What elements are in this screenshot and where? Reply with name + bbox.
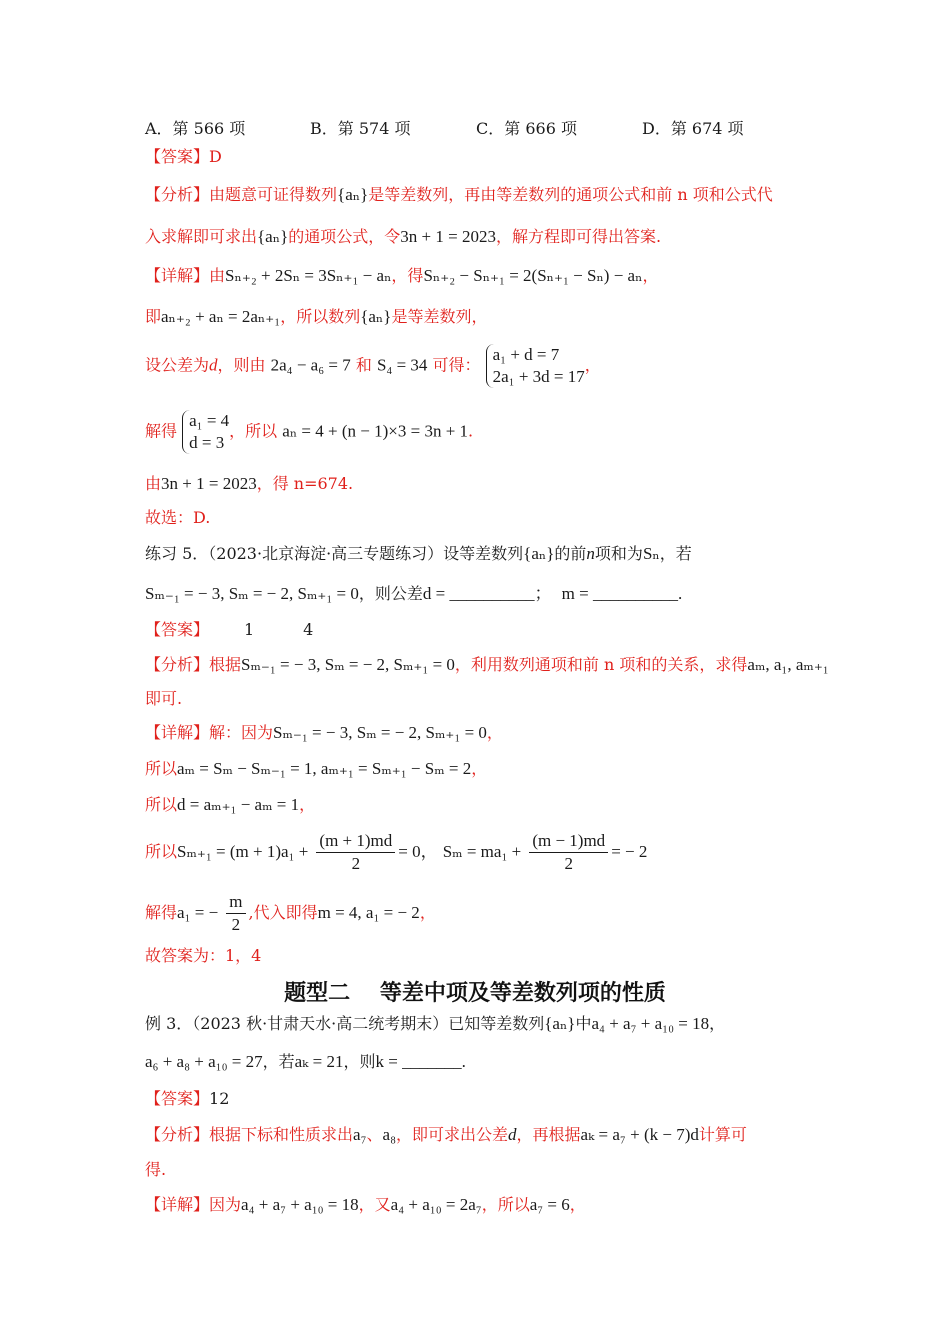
ex5-analysis-line-1 — [145, 655, 829, 675]
analysis-tag: 【分析】 — [145, 1125, 210, 1144]
analysis-text: ，解方程即可得出答案. — [495, 227, 662, 246]
equation: = 0， — [398, 842, 438, 861]
equation: Sₘ₋₁ = − 3, Sₘ = − 2, Sₘ₊₁ = 0 — [145, 584, 359, 603]
answer-tag: 【答案】 — [145, 620, 210, 639]
detail-text: 解得 — [145, 421, 178, 441]
q4-analysis-line-2 — [145, 227, 661, 247]
detail-text: 因为 — [209, 1195, 242, 1214]
blank-d: d = __________； — [422, 584, 552, 603]
question-text: 练习 5．（2023·北京海淀·高三专题练习）设等差数列 — [145, 544, 524, 563]
detail-text: ，所以 — [229, 421, 278, 441]
equation: 3n + 1 = 2023 — [161, 474, 257, 493]
detail-text: ， — [584, 355, 601, 375]
analysis-tag: 【分析】 — [145, 655, 210, 674]
question-text: 中 — [575, 1014, 592, 1033]
detail-text: 即 — [145, 307, 162, 326]
q4-answer — [145, 147, 222, 167]
variable-d: d — [209, 355, 218, 375]
question-text: 例 3．（2023 秋·甘肃天水·高二统考期末）已知等差数列 — [145, 1014, 545, 1033]
detail-text: ,代入即得 — [248, 903, 318, 922]
detail-text: 可得： — [432, 355, 481, 375]
equation: Sₘ = ma₁ + — [442, 842, 522, 861]
detail-text: 和 — [355, 355, 372, 375]
q4-detail-line-1 — [145, 266, 658, 286]
detail-text: ， — [569, 1195, 586, 1214]
ex3-detail-line-1 — [145, 1195, 586, 1215]
detail-tag: 【详解】 — [145, 266, 210, 285]
analysis-text: ，即可求出公差 — [396, 1125, 509, 1144]
detail-text: ， — [299, 795, 316, 814]
answer-value: 1 — [244, 620, 255, 639]
ex5-conclusion — [145, 946, 261, 966]
equation: Sₘ₋₁ = − 3, Sₘ = − 2, Sₘ₊₁ = 0 — [273, 723, 487, 742]
equation: aₖ = a₇ + (k − 7)d — [580, 1125, 699, 1144]
equation: a₁ = − — [177, 903, 219, 922]
detail-text: 所以 — [145, 795, 178, 814]
detail-tag: 【详解】 — [145, 723, 210, 742]
equation: Sₙ₊₂ − Sₙ₊₁ = 2(Sₙ₊₁ − Sₙ) − aₙ — [423, 266, 643, 285]
analysis-tag: 【分析】 — [145, 185, 210, 204]
detail-text: 所以 — [145, 759, 178, 778]
sequence-symbol: {aₙ} — [360, 307, 392, 326]
detail-text: 解得 — [145, 903, 178, 922]
q4-detail-line-5 — [145, 474, 353, 494]
fraction-denominator: 2 — [564, 854, 573, 873]
option-b: B．第 574 项 — [310, 119, 411, 138]
analysis-text: 得. — [145, 1160, 167, 1179]
equation: a₄ + a₁₀ = 2a₇ — [390, 1195, 482, 1214]
conclusion-text: 故选：D. — [145, 508, 211, 527]
conclusion-text: 故答案为：1，4 — [145, 946, 262, 965]
option-a: A．第 566 项 — [145, 119, 246, 138]
variable-d: d — [508, 1125, 517, 1144]
detail-text: ，得 n=674. — [256, 474, 354, 493]
ex3-analysis-line-2 — [145, 1160, 166, 1180]
detail-text: ，得 — [391, 266, 424, 285]
equation: Sₙ — [642, 544, 660, 563]
system-row: d = 3 — [189, 433, 225, 452]
equation: 3n + 1 = 2023 — [400, 227, 496, 246]
equation: a₆ + a₈ + a₁₀ = 27 — [145, 1052, 263, 1071]
analysis-text: 根据下标和性质求出 — [209, 1125, 354, 1144]
variable-n: n — [586, 544, 595, 563]
analysis-text: 即可. — [145, 689, 183, 708]
fraction — [226, 891, 245, 936]
fraction-numerator: m — [226, 891, 245, 914]
detail-tag: 【详解】 — [145, 1195, 210, 1214]
blank-m: m = __________. — [561, 584, 683, 603]
fraction-numerator: (m + 1)md — [316, 830, 395, 853]
equation: aₘ = Sₘ − Sₘ₋₁ = 1, aₘ₊₁ = Sₘ₊₁ − Sₘ = 2 — [177, 759, 472, 778]
question-text: 的前 — [554, 544, 587, 563]
analysis-text: ，利用数列通项和前 n 项和的关系，求得 — [454, 655, 748, 674]
fraction — [529, 830, 608, 875]
analysis-text: 计算可 — [698, 1125, 747, 1144]
equation: m = 4, a₁ = − 2 — [317, 903, 420, 922]
fraction-denominator: 2 — [231, 915, 241, 934]
analysis-text: 是等差数列，再由等差数列的通项公式和前 n 项和公式代 — [368, 185, 773, 204]
detail-text: 所以 — [145, 842, 178, 861]
equation: Sₘ₋₁ = − 3, Sₘ = − 2, Sₘ₊₁ = 0 — [241, 655, 455, 674]
detail-text: . — [468, 421, 474, 441]
analysis-text: 根据 — [209, 655, 242, 674]
equation: a₇ = 6 — [529, 1195, 570, 1214]
detail-text: 由 — [145, 474, 162, 493]
equation: d = aₘ₊₁ − aₘ = 1 — [177, 795, 300, 814]
detail-text: 设公差为 — [145, 355, 210, 375]
option-d: D．第 674 项 — [642, 119, 744, 138]
question-text: ，若 — [262, 1052, 295, 1071]
ex3-title — [145, 1014, 725, 1034]
equation-system — [182, 410, 229, 454]
equation: 2a₄ − a₆ = 7 — [270, 355, 351, 375]
answer-value: 4 — [303, 620, 314, 639]
equation: aₙ = 4 + (n − 1)×3 = 3n + 1 — [282, 421, 469, 441]
ex3-answer — [145, 1089, 229, 1109]
option-c: C．第 666 项 — [476, 119, 577, 138]
question-text: ，则 — [343, 1052, 376, 1071]
detail-text: ，则由 — [217, 355, 266, 375]
answer-tag: 【答案】 — [145, 147, 210, 166]
answer-tag: 【答案】 — [145, 1089, 210, 1108]
section-heading: 题型二 等差中项及等差数列项的性质 — [284, 981, 666, 1006]
equation: a₄ + a₇ + a₁₀ = 18 — [241, 1195, 359, 1214]
ex5-detail-line-4 — [145, 830, 647, 875]
detail-text: 解：因为 — [209, 723, 274, 742]
analysis-text: 的通项公式，令 — [288, 227, 401, 246]
ex5-analysis-line-2 — [145, 689, 182, 709]
answer-value: D — [209, 147, 222, 166]
ex3-line-2 — [145, 1052, 466, 1072]
system-row: 2a₁ + 3d = 17 — [492, 367, 585, 386]
ex3-analysis-line-1 — [145, 1125, 747, 1145]
detail-text: ， — [419, 903, 436, 922]
ex5-condition — [145, 584, 682, 604]
ex5-title — [145, 544, 692, 564]
answer-value: 12 — [209, 1089, 230, 1108]
equation: a₈ — [382, 1125, 397, 1144]
equation-system — [486, 344, 585, 388]
blank-k: k = _______. — [375, 1052, 466, 1071]
sequence-symbol: {aₙ} — [544, 1014, 576, 1033]
analysis-text: 由题意可证得数列 — [209, 185, 338, 204]
sequence-symbol: {aₙ} — [523, 544, 555, 563]
sequence-symbol: {aₙ} — [257, 227, 289, 246]
q4-detail-line-2 — [145, 307, 487, 327]
detail-text: ， — [471, 759, 488, 778]
equation: Sₘ₊₁ = (m + 1)a₁ + — [177, 842, 309, 861]
question-text: ，则公差 — [358, 584, 423, 603]
system-row: a₁ = 4 — [189, 411, 230, 430]
q4-conclusion — [145, 508, 210, 528]
ex5-detail-line-5 — [145, 891, 436, 936]
equation: a₄ + a₇ + a₁₀ = 18 — [591, 1014, 710, 1033]
equation: Sₙ₊₂ + 2Sₙ = 3Sₙ₊₁ − aₙ — [225, 266, 392, 285]
analysis-text: 入求解即可求出 — [145, 227, 258, 246]
ex5-detail-line-2 — [145, 759, 487, 779]
detail-text: ，又 — [358, 1195, 391, 1214]
question-text: ，若 — [659, 544, 692, 563]
detail-text: ， — [642, 266, 659, 285]
ex5-detail-line-3 — [145, 795, 315, 815]
equation: a₇ — [353, 1125, 367, 1144]
system-row: a₁ + d = 7 — [492, 345, 560, 364]
equation: aₖ = 21 — [294, 1052, 344, 1071]
analysis-text: ，再根据 — [516, 1125, 581, 1144]
detail-text: ， — [486, 723, 503, 742]
ex5-detail-line-1 — [145, 723, 503, 743]
q4-analysis-line-1 — [145, 185, 773, 205]
equation: aₙ₊₂ + aₙ = 2aₙ₊₁ — [161, 307, 281, 326]
question-text: 项和为 — [594, 544, 643, 563]
detail-text: ，所以 — [481, 1195, 530, 1214]
equation: S₄ = 34 — [376, 355, 428, 375]
fraction-numerator: (m − 1)md — [529, 830, 608, 853]
sequence-symbol: {aₙ} — [337, 185, 369, 204]
q4-detail-line-3 — [145, 344, 601, 388]
q4-detail-line-4 — [145, 410, 473, 454]
fraction — [316, 830, 395, 875]
detail-text: ，所以数列 — [280, 307, 361, 326]
detail-text: 是等差数列， — [391, 307, 488, 326]
equation: = − 2 — [611, 842, 648, 861]
question-text: ， — [709, 1014, 726, 1033]
analysis-text: 、 — [366, 1125, 383, 1144]
equation: aₘ, a₁, aₘ₊₁ — [747, 655, 829, 674]
detail-text: 由 — [209, 266, 226, 285]
fraction-denominator: 2 — [351, 854, 361, 873]
ex5-answer — [145, 620, 328, 640]
